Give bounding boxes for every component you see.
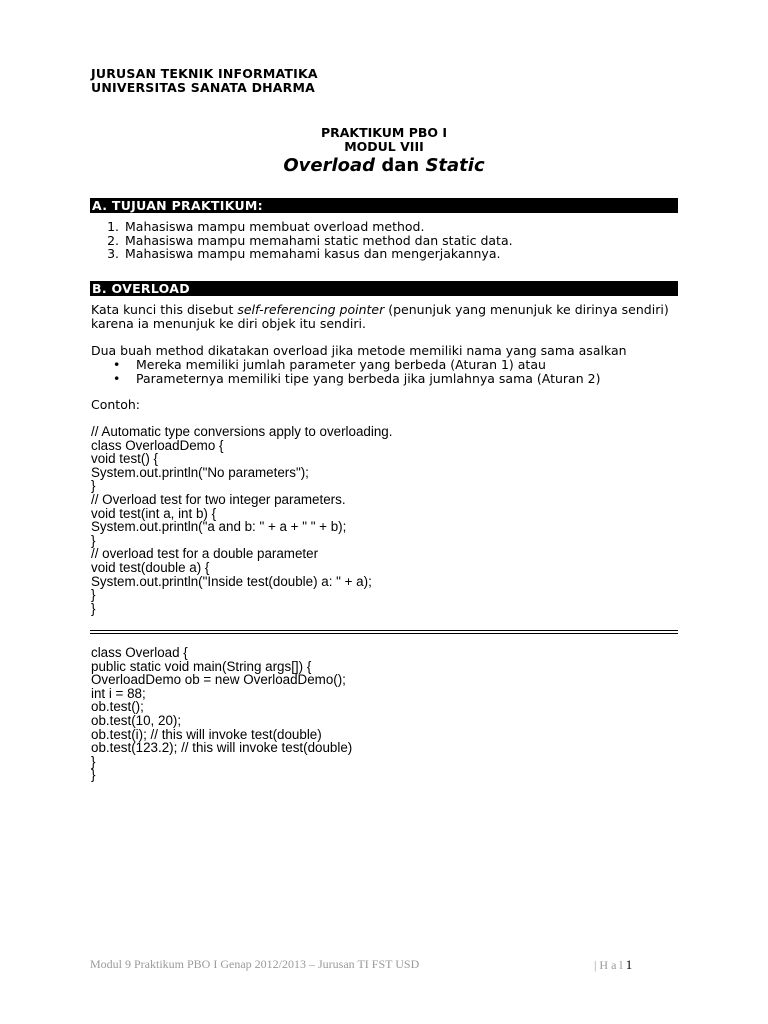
- module-title-part1: Overload: [283, 155, 376, 176]
- code-line: }: [91, 767, 96, 783]
- code-line: void test(int a, int b) {: [91, 505, 217, 521]
- module-title-part3: Static: [425, 155, 485, 176]
- overload-rules-list: [91, 358, 600, 385]
- list-item: [91, 372, 600, 386]
- module-number: MODUL VIII: [344, 139, 424, 154]
- code-line: // Automatic type conversions apply to overloading.: [91, 424, 393, 439]
- code-line: }: [91, 753, 96, 769]
- code-line: public static void main(String args[]) {: [91, 658, 312, 674]
- module-title: [90, 155, 678, 177]
- module-title-part2: dan: [375, 155, 426, 176]
- code-line: ob.test(10, 20);: [91, 712, 182, 728]
- code-line: ob.test();: [91, 699, 144, 715]
- code-line: System.out.println("No parameters");: [91, 464, 309, 480]
- divider-line: [90, 630, 678, 631]
- code-block-overload-main: [91, 646, 352, 782]
- code-line: class OverloadDemo {: [91, 437, 224, 453]
- list-item: 2. Mahasiswa mampu memahami static method dan static data.: [123, 234, 513, 248]
- page-indicator: [594, 957, 632, 973]
- code-line: // overload test for a double parameter: [91, 546, 319, 562]
- code-line: void test() {: [91, 451, 158, 467]
- code-line: System.out.println("Inside test(double) a: " + a);: [91, 573, 372, 589]
- section-b-heading: B. OVERLOAD: [90, 281, 678, 296]
- university-name: UNIVERSITAS SANATA DHARMA: [91, 80, 316, 95]
- code-line: }: [91, 532, 96, 548]
- this-keyword-paragraph: [91, 303, 681, 330]
- code-line: }: [91, 587, 96, 603]
- department-name: JURUSAN TEKNIK INFORMATIKA: [91, 66, 318, 81]
- list-item-text: Mereka memiliki jumlah parameter yang berbeda (Aturan 1) atau: [136, 357, 546, 372]
- list-item-text: Parameternya memiliki tipe yang berbeda jika jumlahnya sama (Aturan 2): [136, 370, 601, 386]
- overload-definition: Dua buah method dikatakan overload jika metode memiliki nama yang sama asalkan: [91, 343, 627, 358]
- code-line: ob.test(i); // this will invoke test(double): [91, 726, 322, 742]
- paragraph-text: Kata kunci this disebut: [91, 302, 238, 317]
- section-a-heading: A. TUJUAN PRAKTIKUM:: [90, 198, 678, 213]
- list-item: 3. Mahasiswa mampu memahami kasus dan mengerjakannya.: [123, 247, 513, 261]
- list-item: [91, 358, 600, 372]
- footer-text: Modul 9 Praktikum PBO I Genap 2012/2013 – Jurusan TI FST USD: [90, 957, 420, 971]
- code-line: void test(double a) {: [91, 559, 210, 575]
- page-number: 1: [625, 957, 633, 972]
- paragraph-text: (penunjuk yang menunjuk ke dirinya sendiri) karena ia menunjuk ke diri objek itu sendiri.: [91, 302, 669, 331]
- code-line: // Overload test for two integer parameters.: [91, 491, 346, 507]
- example-label: Contoh:: [91, 397, 140, 412]
- code-line: ob.test(123.2); // this will invoke test(double): [91, 740, 353, 756]
- bullet-icon: •: [113, 357, 121, 372]
- code-line: }: [91, 600, 96, 616]
- code-block-overload-demo: [91, 425, 392, 615]
- page-label: | H a l: [594, 958, 623, 972]
- code-line: System.out.println("a and b: " + a + " " + b);: [91, 519, 347, 535]
- code-line: }: [91, 478, 96, 494]
- paragraph-italic-term: self-referencing pointer: [237, 302, 385, 317]
- objectives-list: [90, 220, 513, 261]
- list-item: 1. Mahasiswa mampu membuat overload method.: [123, 220, 513, 234]
- code-line: OverloadDemo ob = new OverloadDemo();: [91, 672, 346, 688]
- code-line: int i = 88;: [91, 685, 146, 701]
- divider-line: [90, 633, 678, 634]
- course-title: PRAKTIKUM PBO I: [320, 125, 448, 140]
- bullet-icon: •: [113, 370, 121, 386]
- code-line: class Overload {: [91, 645, 188, 660]
